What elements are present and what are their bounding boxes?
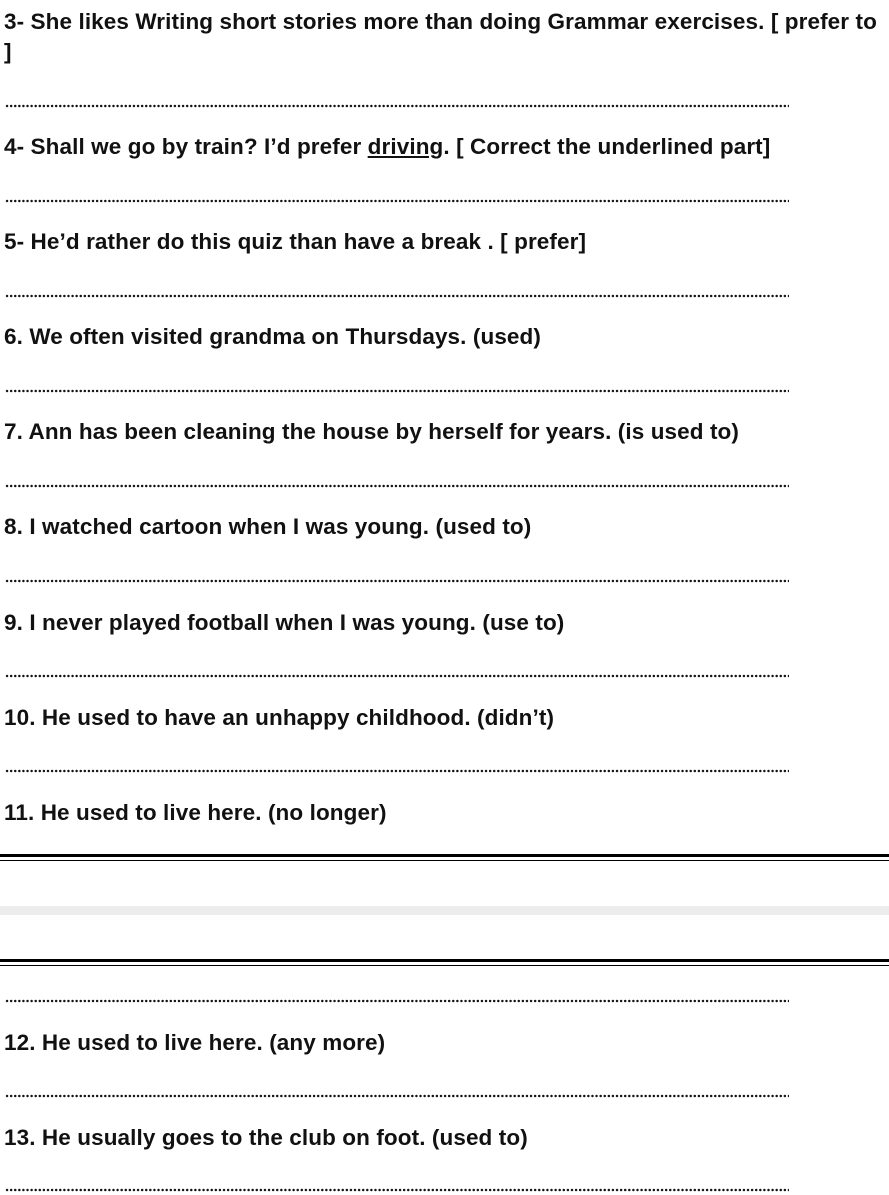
question-4-text-after: . [ Correct the underlined part]	[443, 134, 771, 159]
answer-line-12[interactable]	[5, 1094, 789, 1098]
question-3: 3- She likes Writing short stories more than doing Grammar exercises. [ prefer to ]	[4, 9, 884, 64]
answer-line-6[interactable]	[5, 389, 789, 393]
question-4-text-before: 4- Shall we go by train? I’d prefer	[4, 134, 368, 159]
page-bottom-rule-thick	[0, 854, 889, 857]
answer-line-4[interactable]	[5, 199, 789, 203]
page-gap	[0, 906, 889, 915]
answer-line-13[interactable]	[5, 1188, 789, 1192]
answer-line-8[interactable]	[5, 579, 789, 583]
answer-line-11[interactable]	[5, 999, 789, 1003]
answer-line-3[interactable]	[5, 104, 789, 108]
question-7: 7. Ann has been cleaning the house by herself for years. (is used to)	[4, 419, 739, 444]
page-top-rule-thin	[0, 965, 889, 966]
answer-line-5[interactable]	[5, 294, 789, 298]
answer-line-9[interactable]	[5, 674, 789, 678]
question-8: 8. I watched cartoon when I was young. (used to)	[4, 514, 532, 539]
question-12: 12. He used to live here. (any more)	[4, 1030, 386, 1055]
question-5: 5- He’d rather do this quiz than have a break . [ prefer]	[4, 229, 587, 254]
question-6: 6. We often visited grandma on Thursdays. (used)	[4, 324, 541, 349]
question-11: 11. He used to live here. (no longer)	[4, 800, 387, 825]
page-bottom-rule-thin	[0, 860, 889, 861]
page-top-rule-thick	[0, 959, 889, 962]
answer-line-10[interactable]	[5, 769, 789, 773]
question-4	[4, 132, 884, 162]
question-10: 10. He used to have an unhappy childhood. (didn’t)	[4, 705, 555, 730]
question-9: 9. I never played football when I was young. (use to)	[4, 610, 565, 635]
answer-line-7[interactable]	[5, 484, 789, 488]
question-4-underlined-word: driving	[367, 134, 444, 159]
question-13: 13. He usually goes to the club on foot. (used to)	[4, 1125, 528, 1150]
